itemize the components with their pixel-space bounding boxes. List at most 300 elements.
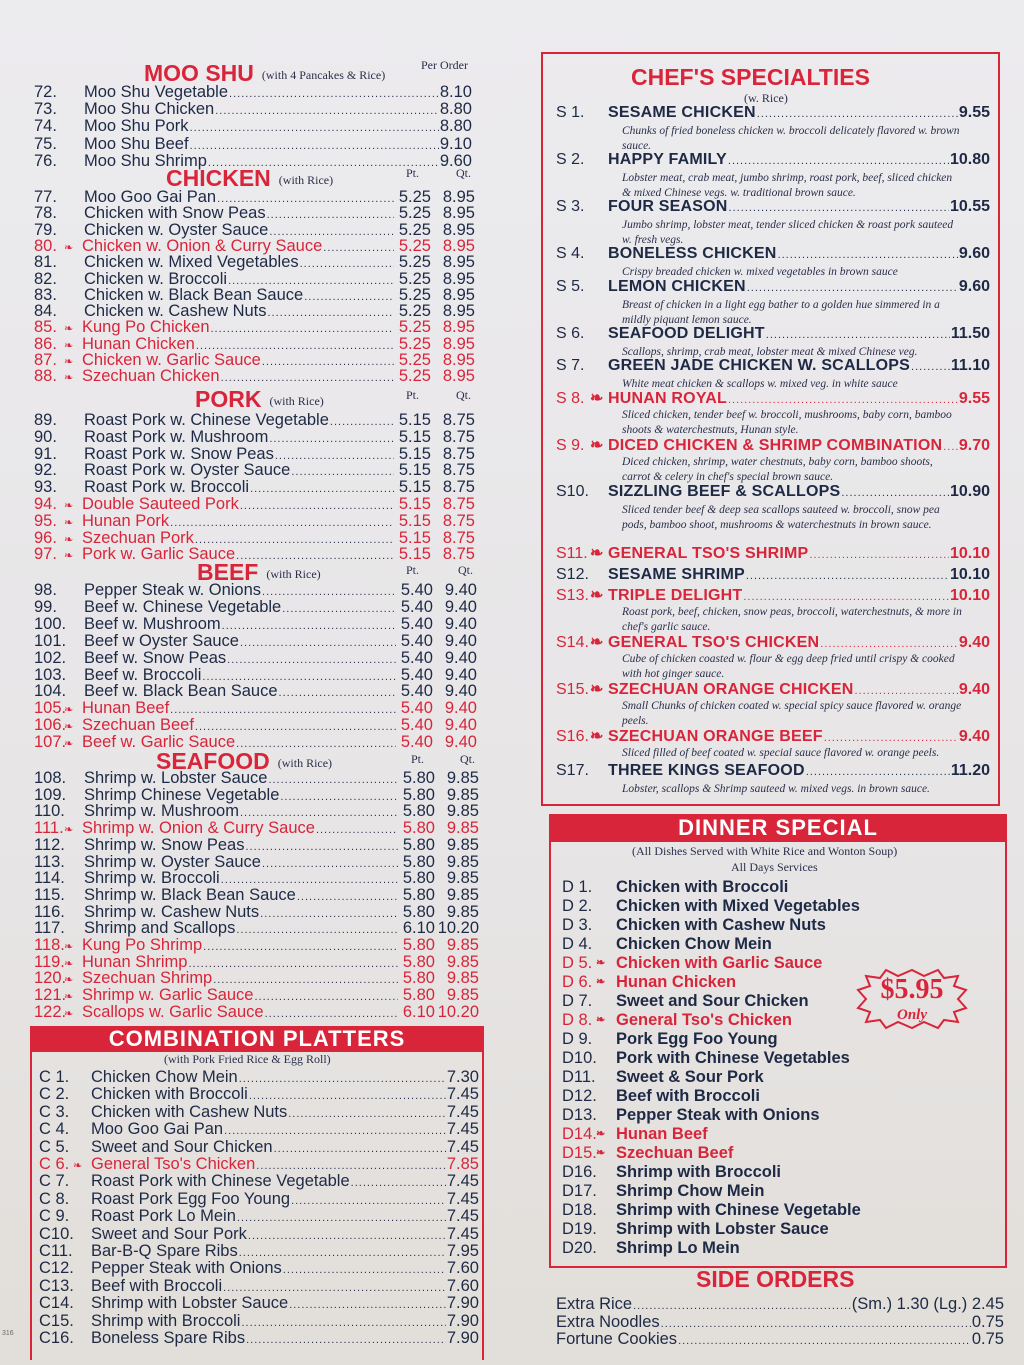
chili-pepper-icon: ❧ [64,991,74,1004]
menu-item-row [34,136,472,153]
item-name: Chicken Chow Mein [91,1068,238,1086]
item-name: Hunan Pork [82,511,170,530]
combination-item-row [39,1104,479,1121]
price-quart: 9.85 [446,802,479,821]
side-order-price: 0.75 [971,1330,1004,1348]
combination-item-row [39,1121,479,1138]
dinner-item-row [562,954,862,973]
seafood-pt-header: Pt. [411,752,425,766]
item-name: Roast Pork Lo Mein [91,1207,236,1226]
item-number: 84. [34,302,57,321]
specialty-row [556,679,990,699]
item-number: 113. [34,852,65,871]
item-name: Roast Pork with Chinese Vegetable [91,1172,350,1191]
specialty-name: SESAME SHRIMP [608,566,745,583]
specialty-price: 9.55 [958,104,990,121]
dinner-name: Shrimp Lo Mein [616,1239,740,1257]
chili-pepper-icon: ❧ [64,500,74,512]
dinner-code: D 8. [562,1011,593,1029]
price-pint: 5.25 [398,318,431,337]
item-price: 7.60 [446,1259,479,1278]
item-number: 89. [34,411,57,429]
specialty-description: Breast of chicken in a light egg bather to a golden hue simmered in a mildly piquant lemon sauce. [622,299,940,326]
item-name: Hunan Shrimp [82,952,188,971]
price-pint: 5.15 [398,495,431,513]
specialty-price: 9.40 [958,728,990,745]
specialty-description: Scallops, shrimp, crab meat, lobster meat & mixed Chinese veg. [622,346,918,358]
chili-pepper-icon: ❧ [590,728,604,745]
dinner-code: D12. [562,1087,597,1105]
specialty-code: S 3. [556,198,585,215]
specialty-price: 9.60 [958,278,990,295]
dot-leader [911,361,950,373]
chili-pepper-icon: ❧ [64,941,74,953]
combination-item-row [39,1226,479,1243]
specialty-code: S 4. [556,245,585,262]
item-price: 7.45 [446,1137,479,1156]
dinner-code: D19. [562,1220,597,1238]
item-number: 107. [34,733,67,752]
dinner-name: Sweet & Sour Pork [616,1068,764,1086]
item-price: 7.45 [446,1189,479,1208]
combination-item-row [39,1295,479,1312]
specialty-code: S10. [556,483,589,500]
chili-pepper-icon: ❧ [596,957,606,969]
menu-item-row [34,904,479,921]
item-name: Chicken with Cashew Nuts [91,1102,288,1121]
price-pint: 6.10 [402,1002,435,1021]
price-pint: 6.10 [402,919,435,938]
item-name: Roast Pork w. Broccoli [84,478,250,497]
menu-item-row [34,937,479,954]
price-pint: 5.25 [398,351,431,369]
combination-item-row [39,1191,479,1208]
item-number: C15. [39,1311,74,1330]
item-name: Beef w Oyster Sauce [84,631,239,650]
menu-item-row [34,837,479,854]
dinner-code: D13. [562,1106,597,1124]
item-name: Pepper Steak with Onions [91,1259,282,1278]
item-number: 122. [34,1002,67,1021]
price-pint: 5.15 [398,461,431,480]
item-number: 97. [34,545,57,564]
chili-pepper-icon: ❧ [64,323,74,336]
price-pint: 5.80 [402,885,435,904]
dinner-name: Shrimp with Broccoli [616,1163,782,1181]
combination-item-row [39,1260,479,1277]
specialty-price: 10.10 [949,587,990,604]
price-quart: 9.40 [444,614,477,633]
price-pint: 5.15 [398,545,431,564]
item-name: Chicken w. Black Bean Sauce [84,285,304,304]
dinner-name: Pork with Chinese Vegetables [616,1049,850,1067]
combination-item-row [39,1139,479,1156]
specialty-name: HAPPY FAMILY [608,151,727,168]
dinner-code: D 1. [562,878,593,896]
chili-pepper-icon: ❧ [64,241,74,254]
specialty-code: S 9. [556,437,585,454]
combination-item-row [39,1156,479,1173]
specialty-row [556,726,990,746]
price-pint: 5.80 [402,936,435,954]
item-number: 81. [34,253,57,272]
dinner-item-row [562,1163,862,1182]
price-quart: 10.20 [437,919,479,938]
item-price: 7.60 [446,1276,479,1295]
dinner-item-row [562,1049,862,1068]
price-pint: 5.40 [400,614,433,633]
chili-pepper-icon: ❧ [590,437,604,454]
price-quart: 8.75 [442,461,475,480]
combination-item-row [39,1208,479,1225]
side-order-name: Extra Rice [556,1295,633,1313]
chili-pepper-icon: ❧ [596,1014,606,1026]
specialty-description: Sliced filled of beef coated w. special sauce flavored w. orange peels. [622,747,940,759]
menu-item-row [34,479,475,496]
chili-pepper-icon: ❧ [64,824,74,837]
price-quart: 9.85 [446,852,479,871]
chili-pepper-icon: ❧ [64,356,74,368]
specialty-name: SZECHUAN ORANGE BEEF [608,728,823,745]
menu-item-row [34,920,479,937]
combination-subtitle: (with Pork Fried Rice & Egg Roll) [164,1052,331,1066]
price-pint: 5.40 [400,716,433,735]
dinner-item-row [562,1106,862,1125]
price-pint: 5.40 [400,665,433,684]
menu-item-row [34,429,475,446]
item-number: 116. [34,902,65,921]
combination-item-row [39,1173,479,1190]
item-number: C14. [39,1294,74,1313]
chili-pepper-icon: ❧ [596,1147,606,1159]
specialty-row [556,632,990,652]
dot-leader [678,1333,971,1350]
price-quart: 8.75 [442,511,475,530]
dinner-code: D 6. [562,973,593,991]
combination-item-row [39,1243,479,1260]
item-name: Beef w. Snow Peas [84,648,227,667]
item-number: 91. [34,444,57,463]
item-name: Kung Po Shrimp [82,936,203,954]
dot-leader [746,570,949,582]
price-quart: 10.20 [437,1002,479,1021]
menu-item-row [34,820,479,837]
item-name: Moo Goo Gai Pan [91,1120,224,1139]
dinner-name: Hunan Beef [616,1125,708,1143]
item-number: 83. [34,285,57,304]
pork-heading: PORK (with Rice) [195,386,324,412]
price-pint: 5.40 [400,631,433,650]
dinner-code: D 4. [562,935,593,953]
side-order-row [556,1314,1004,1331]
menu-item-row [34,84,472,101]
dinner-item-row [562,1030,862,1049]
chili-pepper-icon: ❧ [64,974,74,987]
specialty-price: 10.80 [949,151,990,168]
dinner-item-row [562,1201,862,1220]
price-quart: 8.95 [442,188,475,206]
price-quart: 9.40 [444,597,477,616]
menu-item-row [34,803,479,820]
dinner-price-only: Only [897,1007,927,1023]
dinner-code: D15. [562,1144,597,1162]
price-pint: 5.15 [398,528,431,547]
dinner-item-row [562,897,862,916]
menu-item-row [34,717,477,734]
specialty-price: 10.90 [949,483,990,500]
item-price: 7.45 [446,1085,479,1104]
chili-pepper-icon: ❧ [64,533,74,546]
specialty-description: Sliced tender beef & deep sea scallops sauteed w. broccoli, snow pea pods, bamboo shoot, mushrooms & waterchestnuts in brown sauce. [622,504,940,531]
beef-heading: BEEF (with Rice) [197,559,321,585]
item-price: 7.90 [446,1294,479,1313]
price-pint: 5.80 [402,769,435,787]
specialty-code: S 1. [556,104,585,121]
price-pint: 5.25 [398,236,431,255]
dinner-item-row [562,916,862,935]
menu-item-row [34,368,475,385]
specialty-price: 10.10 [949,566,990,583]
dinner-item-row [562,1220,862,1239]
price-pint: 5.25 [398,220,431,239]
item-number: 105. [34,699,67,718]
chili-pepper-icon: ❧ [590,545,604,562]
dinner-name: Chicken with Mixed Vegetables [616,897,860,915]
specialty-code: S 6. [556,325,585,342]
price-pint: 5.80 [402,902,435,921]
menu-item-row [34,770,479,787]
specialty-code: S 2. [556,151,585,168]
menu-item-row [34,599,477,616]
specialty-price: 11.50 [950,325,990,342]
item-number: 92. [34,461,57,480]
menu-item-row [34,271,475,288]
side-order-row [556,1296,1004,1313]
item-price: 8.80 [439,117,472,136]
price-quart: 8.95 [442,367,475,386]
item-number: C 5. [39,1137,70,1156]
item-name: Shrimp w. Black Bean Sauce [84,885,296,904]
price-quart: 9.85 [446,819,479,838]
item-number: 73. [34,100,57,119]
price-quart: 8.95 [442,220,475,239]
price-quart: 8.95 [442,285,475,304]
dot-leader [221,370,394,387]
price-quart: 9.85 [446,969,479,988]
dot-leader [757,108,958,120]
price-quart: 8.75 [442,495,475,513]
item-number: C 7. [39,1172,70,1191]
item-number: 106. [34,716,67,735]
specialty-description: Lobster meat, crab meat, jumbo shrimp, roast pork, beef, sliced chicken & mixed Chinese vegs. w. traditional brown sauce. [622,172,953,199]
dinner-code: D18. [562,1201,597,1219]
item-name: Shrimp w. Garlic Sauce [82,986,254,1005]
specialty-row [556,388,990,408]
chili-pepper-icon: ❧ [64,957,74,970]
item-name: Shrimp w. Onion & Curry Sauce [82,819,315,838]
beef-pt-header: Pt. [406,563,420,577]
dinner-item-row [562,1144,862,1163]
specialty-description: Chunks of fried boneless chicken w. broccoli delicately flavored w. brown sauce. [622,125,960,152]
menu-item-row [34,530,475,547]
item-name: Chicken w. Garlic Sauce [82,351,261,369]
item-number: 118. [34,936,65,954]
specialty-name: GENERAL TSO'S CHICKEN [608,634,820,651]
item-number: 93. [34,478,57,497]
combination-item-row [39,1278,479,1295]
footer-mark: 316 [2,1330,14,1337]
chili-pepper-icon: ❧ [64,372,74,385]
menu-item-row [34,700,477,717]
price-quart: 9.40 [444,716,477,735]
chili-pepper-icon: ❧ [64,339,74,352]
dot-leader [633,1298,851,1315]
item-number: 111. [34,819,64,838]
specialty-row [556,278,990,296]
dinner-code: D 7. [562,992,593,1010]
item-number: 112. [34,835,65,854]
item-price: 7.45 [446,1207,479,1226]
specialty-row [556,198,990,216]
dot-leader [766,329,950,341]
chili-pepper-icon: ❧ [64,550,74,563]
dinner-special-note: (All Dishes Served with White Rice and Wonton Soup) [632,844,898,858]
specialty-row [556,435,990,455]
price-pint: 5.15 [398,511,431,530]
dinner-code: D14. [562,1125,597,1143]
item-number: 99. [34,597,57,616]
item-number: 94. [34,495,57,513]
item-number: C11. [39,1242,73,1260]
item-name: Kung Po Chicken [82,318,210,337]
price-pint: 5.15 [398,444,431,463]
specialty-row [556,151,990,169]
item-name: Sweet and Sour Pork [91,1224,247,1243]
dinner-name: Hunan Chicken [616,973,737,991]
specialty-price: 9.40 [958,634,990,651]
dot-leader [747,282,958,294]
dinner-code: D17. [562,1182,597,1200]
price-quart: 8.95 [442,318,475,337]
item-name: Szechuan Pork [82,528,194,547]
item-number: 88. [34,367,57,386]
item-number: 103. [34,665,67,684]
menu-item-row [34,446,475,463]
price-quart: 8.75 [442,528,475,547]
combination-item-row [39,1313,479,1330]
item-number: C 6. [39,1155,70,1173]
dot-leader [728,394,958,406]
dinner-special-banner: DINNER SPECIAL [549,814,1007,842]
combination-item-row [39,1086,479,1103]
item-name: Szechuan Shrimp [82,969,213,988]
dinner-name: Shrimp with Chinese Vegetable [616,1201,861,1219]
chili-pepper-icon: ❧ [590,681,604,698]
dinner-item-row [562,1011,862,1030]
price-quart: 9.40 [444,631,477,650]
specialty-name: SZECHUAN ORANGE CHICKEN [608,681,854,698]
specialty-description: Lobster, scallops & Shrimp sauteed w. mixed vegs. in brown sauce. [622,783,930,795]
item-name: Shrimp w. Broccoli [84,869,220,888]
beef-qt-header: Qt. [458,563,473,577]
pork-pt-header: Pt. [406,388,420,402]
item-price: 7.90 [446,1311,479,1330]
specialty-description: Small Chunks of chicken coated w. special spicy sauce flavored w. orange peels. [622,700,962,727]
price-pint: 5.25 [398,367,431,386]
dinner-price-burst [856,968,968,1030]
dinner-special-days: All Days Services [731,860,818,874]
item-name: Shrimp and Scallops [84,919,236,938]
specialty-name: SIZZLING BEEF & SCALLOPS [608,483,841,500]
item-name: Beef w. Mushroom [84,614,221,633]
item-number: 90. [34,427,57,446]
item-number: 72. [34,83,57,101]
item-number: 117. [34,919,65,938]
price-quart: 9.85 [446,936,479,954]
item-name: Roast Pork Egg Foo Young [91,1189,291,1208]
moo-shu-col-header: Per Order [421,58,468,72]
item-name: Moo Shu Beef [84,134,189,153]
dinner-name: Chicken with Broccoli [616,878,789,896]
dot-leader [246,1332,446,1349]
price-quart: 8.75 [442,411,475,429]
chili-pepper-icon: ❧ [64,721,74,734]
side-order-row [556,1331,1004,1348]
item-name: Pork w. Garlic Sauce [82,545,236,564]
item-name: Chicken w. Broccoli [84,269,228,288]
item-number: 96. [34,528,57,547]
price-pint: 5.80 [402,785,435,804]
specialty-name: FOUR SEASON [608,198,728,215]
item-number: 114. [34,869,65,888]
price-pint: 5.15 [398,411,431,429]
side-order-name: Fortune Cookies [556,1330,678,1348]
price-pint: 5.25 [398,269,431,288]
item-name: Shrimp w. Mushroom [84,802,239,821]
dinner-price: $5.95 [880,974,944,1005]
price-quart: 9.40 [444,665,477,684]
item-name: Moo Shu Vegetable [84,83,229,101]
specialty-name: GENERAL TSO'S SHRIMP [608,545,809,562]
item-name: Chicken w. Onion & Curry Sauce [82,236,323,255]
item-number: C10. [39,1224,74,1243]
item-price: 7.45 [446,1172,479,1191]
item-price: 8.80 [439,100,472,119]
item-name: Chicken w. Oyster Sauce [84,220,269,239]
item-price: 7.45 [446,1224,479,1243]
dinner-name: Pork Egg Foo Young [616,1030,778,1048]
dinner-item-row [562,1239,862,1258]
dot-leader [661,1316,971,1333]
dinner-item-row [562,1182,862,1201]
price-quart: 8.95 [442,351,475,369]
item-price: 7.85 [446,1155,479,1173]
specialty-name: TRIPLE DELIGHT [608,587,743,604]
item-number: 80. [34,236,57,255]
item-name: Roast Pork w. Mushroom [84,427,269,446]
item-name: Boneless Spare Ribs [91,1329,246,1347]
price-quart: 8.75 [442,545,475,564]
specialty-code: S 5. [556,278,585,295]
seafood-heading: SEAFOOD (with Rice) [156,748,333,774]
specialty-description: Cube of chicken coasted w. flour & egg deep fried until crispy & cooked with hot ginger sauce. [622,653,955,680]
item-number: 77. [34,188,57,206]
dinner-name: Sweet and Sour Chicken [616,992,809,1010]
specialty-code: S11. [556,545,588,562]
item-name: Shrimp with Broccoli [91,1311,241,1330]
menu-item-row [34,987,479,1004]
item-price: 7.95 [446,1242,479,1260]
